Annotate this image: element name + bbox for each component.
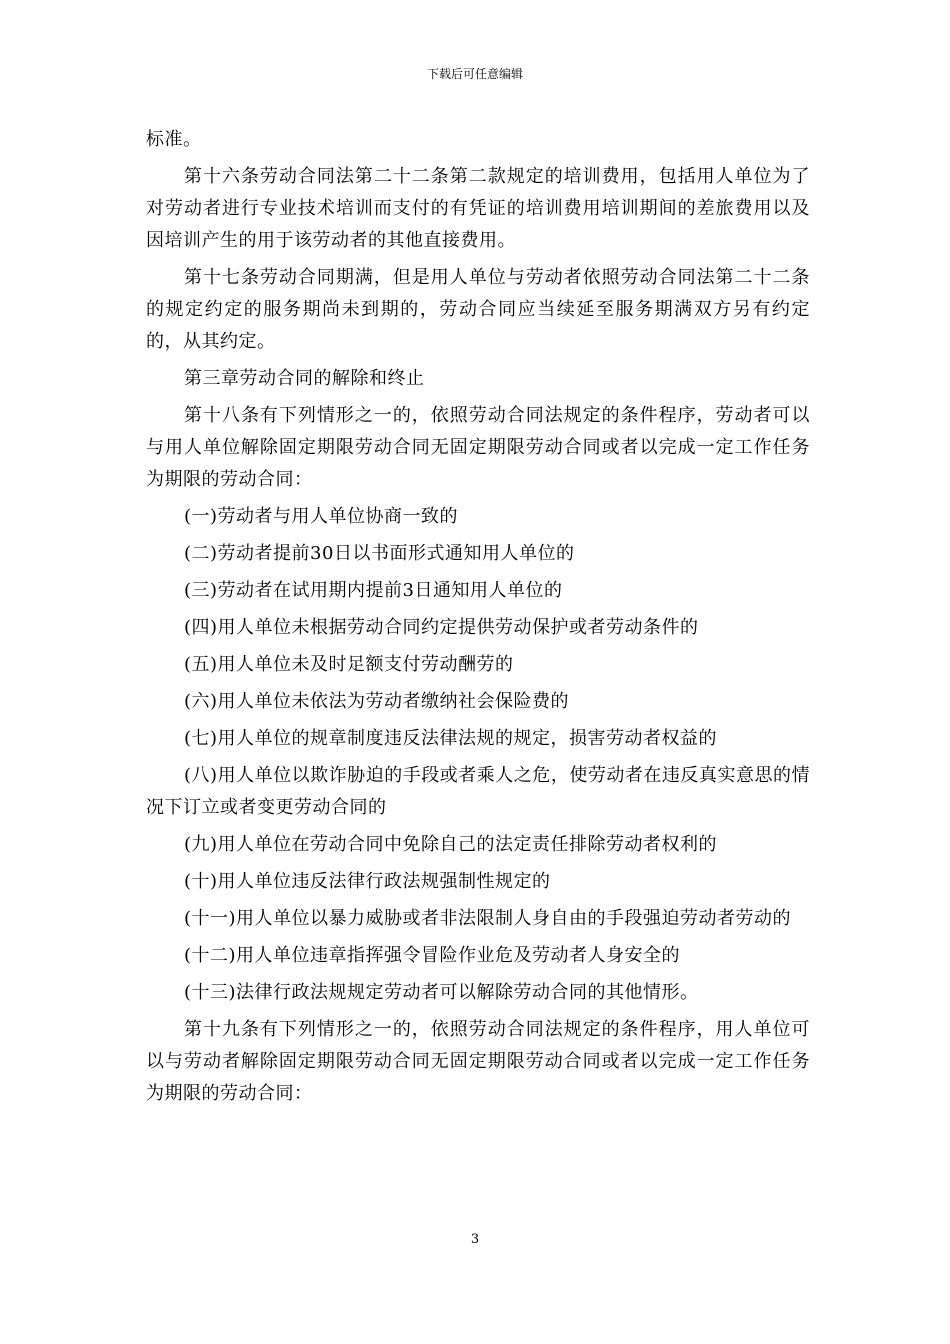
list-item: (五)用人单位未及时足额支付劳动酬劳的 [184,654,514,675]
list-item: (一)劳动者与用人单位协商一致的 [184,506,459,527]
chapter-heading: 第三章劳动合同的解除和终止 [184,368,425,389]
page-header: 下载后可任意编辑 [426,67,523,81]
list-item: (四)用人单位未根据劳动合同约定提供劳动保护或者劳动条件的 [184,617,699,638]
list-item: (七)用人单位的规章制度违反法律法规的规定，损害劳动者权益的 [184,728,718,749]
paragraph: 第十七条劳动合同期满，但是用人单位与劳动者依照劳动合同法第二十二条的规定约定的服务期尚未到期的，劳动合同应当续延至服务期满双方另有约定的，从其约定。 [146,267,810,352]
list-item: (六)用人单位未依法为劳动者缴纳社会保险费的 [184,691,570,712]
list-item: (八)用人单位以欺诈胁迫的手段或者乘人之危，使劳动者在违反真实意思的情况下订立或者变更劳动合同的 [146,765,810,818]
document-body [146,124,810,1115]
paragraph: 第十六条劳动合同法第二十二条第二款规定的培训费用，包括用人单位为了对劳动者进行专业技术培训而支付的有凭证的培训费用培训期间的差旅费用以及因培训产生的用于该劳动者的其他直接费用。 [146,166,810,251]
paragraph: 标准。 [146,129,202,150]
list-item: (十二)用人单位违章指挥强令冒险作业危及劳动者人身安全的 [184,945,681,966]
list-item: (三)劳动者在试用期内提前3日通知用人单位的 [184,580,563,601]
list-item: (十三)法律行政法规规定劳动者可以解除劳动合同的其他情形。 [184,982,699,1003]
list-item: (二)劳动者提前30日以书面形式通知用人单位的 [184,543,575,564]
list-item: (九)用人单位在劳动合同中免除自己的法定责任排除劳动者权利的 [184,834,718,855]
paragraph: 第十九条有下列情形之一的，依照劳动合同法规定的条件程序，用人单位可以与劳动者解除固定期限劳动合同无固定期限劳动合同或者以完成一定工作任务为期限的劳动合同： [146,1019,810,1104]
page-number: 3 [470,1232,480,1247]
paragraph: 第十八条有下列情形之一的，依照劳动合同法规定的条件程序，劳动者可以与用人单位解除固定期限劳动合同无固定期限劳动合同或者以完成一定工作任务为期限的劳动合同： [146,405,810,490]
list-item: (十一)用人单位以暴力威胁或者非法限制人身自由的手段强迫劳动者劳动的 [184,908,792,929]
list-item: (十)用人单位违反法律行政法规强制性规定的 [184,871,551,892]
